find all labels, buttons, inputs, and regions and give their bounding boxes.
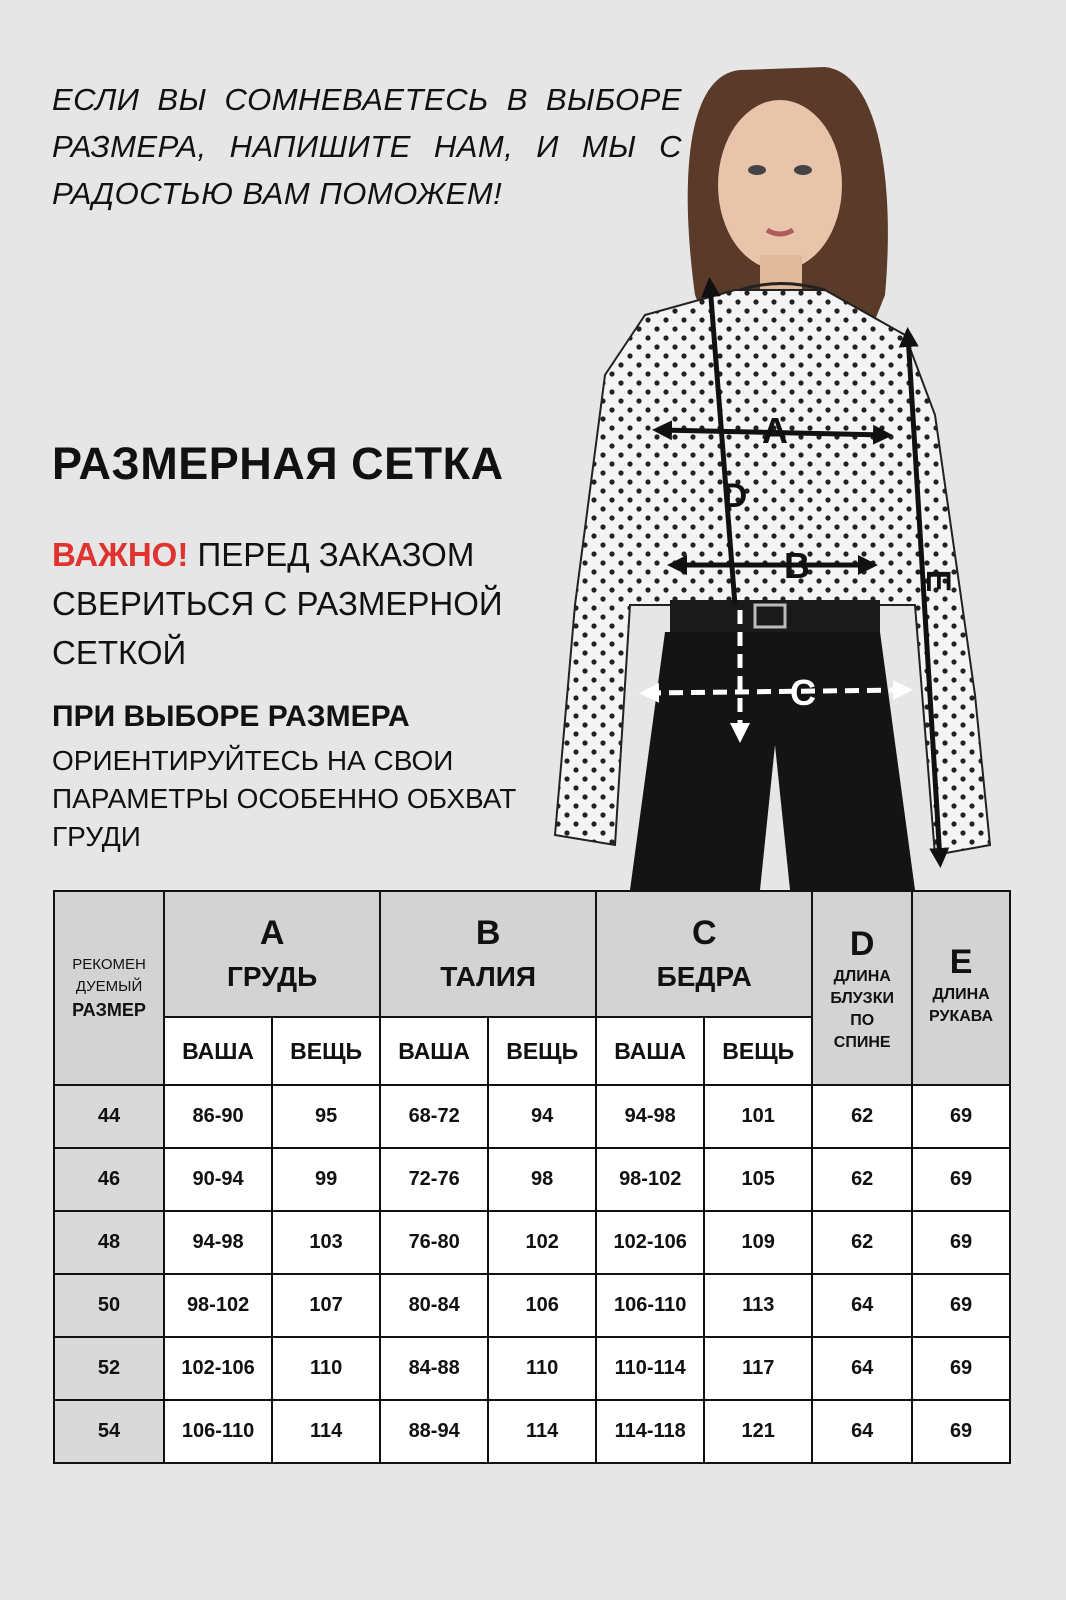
group-header-a bbox=[164, 891, 380, 1017]
table-cell: 107 bbox=[272, 1274, 380, 1337]
table-cell: 69 bbox=[912, 1148, 1010, 1211]
table-cell: 110-114 bbox=[596, 1337, 704, 1400]
important-label: ВАЖНО! bbox=[52, 536, 189, 573]
table-cell: 121 bbox=[704, 1400, 812, 1463]
sub-header-item: ВЕЩЬ bbox=[704, 1017, 812, 1085]
model-photo bbox=[535, 45, 1025, 890]
table-cell: 110 bbox=[488, 1337, 596, 1400]
table-cell: 113 bbox=[704, 1274, 812, 1337]
choose-title: ПРИ ВЫБОРЕ РАЗМЕРА bbox=[52, 700, 410, 733]
table-cell: 94-98 bbox=[164, 1211, 272, 1274]
choose-text: ОРИЕНТИРУЙТЕСЬ НА СВОИ ПАРАМЕТРЫ ОСОБЕННО ОБХВАТ ГРУДИ bbox=[52, 745, 517, 852]
label-b: B bbox=[784, 545, 810, 586]
table-cell: 62 bbox=[812, 1211, 912, 1274]
table-cell: 98-102 bbox=[596, 1148, 704, 1211]
header-d-line1: ДЛИНА bbox=[833, 968, 891, 985]
table-row bbox=[54, 1148, 1010, 1211]
group-header-b bbox=[380, 891, 596, 1017]
header-d-line4: СПИНЕ bbox=[833, 1034, 891, 1051]
group-c-name: БЕДРА bbox=[656, 961, 752, 992]
size-header-line1: РЕКОМЕН bbox=[72, 956, 146, 973]
header-e-line1: ДЛИНА bbox=[932, 986, 990, 1003]
sub-header-yours: ВАША bbox=[596, 1017, 704, 1085]
size-header bbox=[54, 891, 164, 1085]
size-cell: 52 bbox=[54, 1337, 164, 1400]
intro-text: ЕСЛИ ВЫ СОМНЕВАЕТЕСЬ В ВЫБОРЕ РАЗМЕРА, НАПИШИТЕ НАМ, И МЫ С РАДОСТЬЮ ВАМ ПОМОЖЕМ! bbox=[52, 82, 682, 211]
group-b-letter: B bbox=[475, 914, 501, 952]
table-cell: 80-84 bbox=[380, 1274, 488, 1337]
important-text: ПЕРЕД ЗАКАЗОМ СВЕРИТЬСЯ С РАЗМЕРНОЙ СЕТКОЙ bbox=[52, 536, 503, 671]
table-cell: 62 bbox=[812, 1085, 912, 1148]
size-cell: 54 bbox=[54, 1400, 164, 1463]
group-header-c bbox=[596, 891, 812, 1017]
table-row bbox=[54, 1274, 1010, 1337]
header-d-line2: БЛУЗКИ bbox=[830, 990, 894, 1007]
table-cell: 64 bbox=[812, 1337, 912, 1400]
table-cell: 103 bbox=[272, 1211, 380, 1274]
sub-header-item: ВЕЩЬ bbox=[272, 1017, 380, 1085]
table-cell: 102-106 bbox=[164, 1337, 272, 1400]
size-cell: 46 bbox=[54, 1148, 164, 1211]
table-cell: 69 bbox=[912, 1085, 1010, 1148]
table-cell: 64 bbox=[812, 1274, 912, 1337]
size-header-line3: РАЗМЕР bbox=[72, 1000, 146, 1020]
important-note bbox=[52, 530, 532, 677]
group-b-name: ТАЛИЯ bbox=[440, 961, 537, 992]
table-cell: 99 bbox=[272, 1148, 380, 1211]
table-row bbox=[54, 1211, 1010, 1274]
table-cell: 114 bbox=[488, 1400, 596, 1463]
table-cell: 106-110 bbox=[164, 1400, 272, 1463]
table-cell: 98 bbox=[488, 1148, 596, 1211]
label-d: D bbox=[722, 477, 748, 515]
size-table bbox=[53, 890, 1011, 1464]
table-cell: 102-106 bbox=[596, 1211, 704, 1274]
size-cell: 48 bbox=[54, 1211, 164, 1274]
table-cell: 106-110 bbox=[596, 1274, 704, 1337]
label-c: C bbox=[790, 672, 816, 713]
table-cell: 110 bbox=[272, 1337, 380, 1400]
table-cell: 105 bbox=[704, 1148, 812, 1211]
size-header-line2: ДУЕМЫЙ bbox=[75, 978, 143, 995]
table-cell: 94 bbox=[488, 1085, 596, 1148]
header-e bbox=[912, 891, 1010, 1085]
table-cell: 114 bbox=[272, 1400, 380, 1463]
sub-header-yours: ВАША bbox=[380, 1017, 488, 1085]
page-title: РАЗМЕРНАЯ СЕТКА bbox=[52, 438, 504, 489]
table-cell: 64 bbox=[812, 1400, 912, 1463]
table-cell: 72-76 bbox=[380, 1148, 488, 1211]
table-cell: 117 bbox=[704, 1337, 812, 1400]
label-a: A bbox=[762, 410, 788, 451]
table-cell: 69 bbox=[912, 1211, 1010, 1274]
sub-header-item: ВЕЩЬ bbox=[488, 1017, 596, 1085]
header-d-letter: D bbox=[849, 925, 875, 963]
table-cell: 88-94 bbox=[380, 1400, 488, 1463]
table-cell: 69 bbox=[912, 1274, 1010, 1337]
header-e-line2: РУКАВА bbox=[929, 1008, 994, 1025]
label-e: E bbox=[919, 569, 957, 593]
table-cell: 76-80 bbox=[380, 1211, 488, 1274]
table-cell: 90-94 bbox=[164, 1148, 272, 1211]
size-cell: 50 bbox=[54, 1274, 164, 1337]
table-cell: 95 bbox=[272, 1085, 380, 1148]
group-c-letter: C bbox=[691, 914, 717, 952]
header-d-line3: ПО bbox=[850, 1012, 875, 1029]
table-cell: 69 bbox=[912, 1337, 1010, 1400]
table-row bbox=[54, 1085, 1010, 1148]
table-cell: 62 bbox=[812, 1148, 912, 1211]
table-cell: 68-72 bbox=[380, 1085, 488, 1148]
table-cell: 106 bbox=[488, 1274, 596, 1337]
table-cell: 86-90 bbox=[164, 1085, 272, 1148]
table-row bbox=[54, 1400, 1010, 1463]
sub-header-yours: ВАША bbox=[164, 1017, 272, 1085]
table-cell: 69 bbox=[912, 1400, 1010, 1463]
table-cell: 84-88 bbox=[380, 1337, 488, 1400]
table-cell: 98-102 bbox=[164, 1274, 272, 1337]
table-cell: 101 bbox=[704, 1085, 812, 1148]
header-d bbox=[812, 891, 912, 1085]
header-e-letter: E bbox=[949, 943, 973, 981]
table-cell: 102 bbox=[488, 1211, 596, 1274]
table-cell: 94-98 bbox=[596, 1085, 704, 1148]
table-row bbox=[54, 1337, 1010, 1400]
group-a-letter: A bbox=[259, 914, 285, 952]
table-cell: 114-118 bbox=[596, 1400, 704, 1463]
group-a-name: ГРУДЬ bbox=[226, 961, 318, 992]
size-cell: 44 bbox=[54, 1085, 164, 1148]
table-cell: 109 bbox=[704, 1211, 812, 1274]
